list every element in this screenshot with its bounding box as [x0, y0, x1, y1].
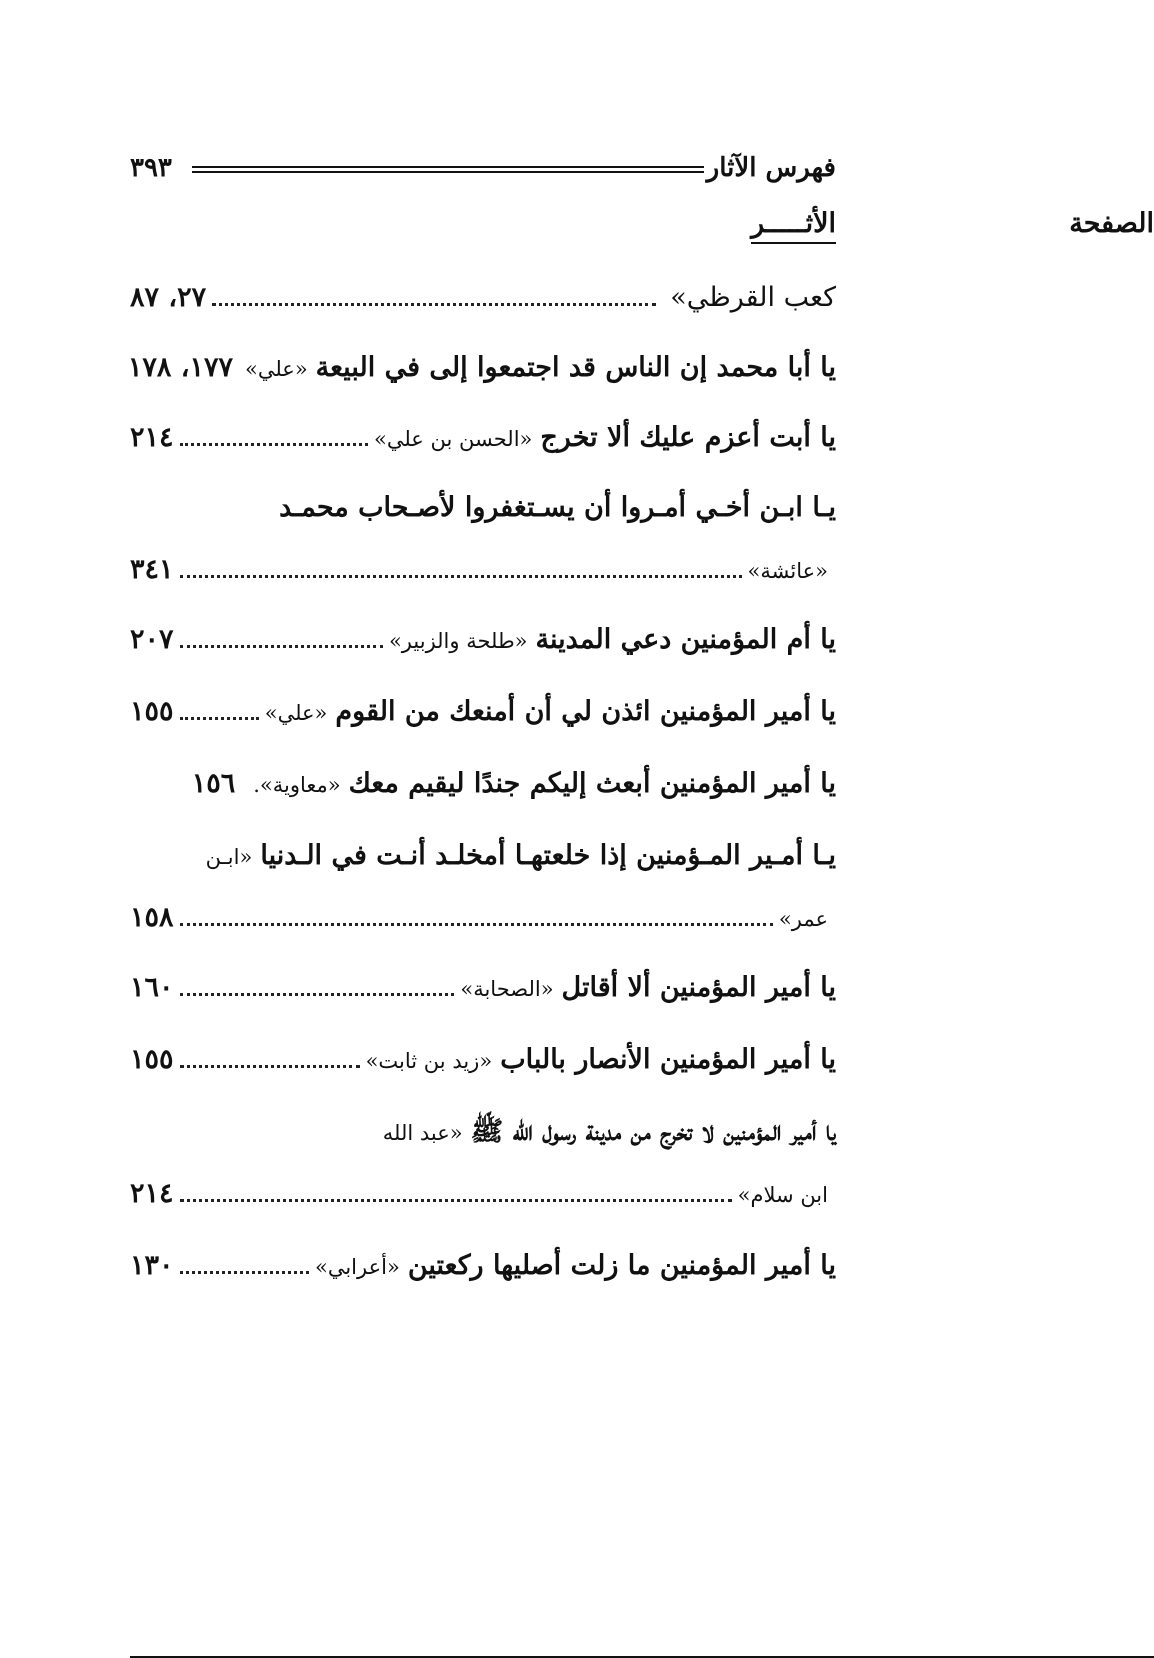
index-entry	[130, 412, 836, 464]
dot-leader	[180, 1271, 309, 1274]
index-entry	[130, 758, 836, 810]
entry-pages: ٢١٤	[130, 1178, 174, 1209]
dot-leader	[180, 443, 368, 446]
index-entry-continuation	[130, 544, 836, 596]
dot-leader	[180, 575, 742, 578]
column-heading-page: الصفحة	[130, 206, 1154, 1656]
entry-pages: ١٧٧، ١٧٨	[127, 352, 233, 383]
index-entry	[127, 342, 836, 394]
index-entry	[130, 686, 836, 738]
entry-saying: يا أمير المؤمنين ائذن لي أن أمنعك من القوم	[335, 696, 836, 727]
index-entry	[130, 614, 836, 666]
column-heading-athar: الأثـــــر	[751, 206, 836, 242]
entry-narrator: «الحسن بن علي»	[374, 427, 533, 451]
index-entry	[130, 1034, 836, 1086]
entry-pages: ١٥٦	[191, 768, 236, 799]
dot-leader	[180, 1199, 732, 1202]
index-entry-continuation	[130, 1168, 836, 1220]
index-entry	[130, 1240, 836, 1292]
dot-leader	[212, 303, 656, 306]
dot-leader	[180, 993, 455, 996]
entry-pages: ١٦٠	[130, 972, 174, 1003]
entry-saying: يا أم المؤمنين دعي المدينة	[535, 624, 836, 655]
entry-saying: يـا ابـن أخـي أمـروا أن يسـتغفروا لأصـحاب محمـد	[279, 492, 836, 523]
entry-saying: يا أمير المؤمنين ألا أقاتل	[561, 972, 836, 1003]
entry-narrator: «عائشة»	[747, 559, 828, 583]
index-entry	[130, 272, 836, 324]
dot-leader	[180, 1065, 360, 1068]
header-rule	[192, 171, 704, 173]
entry-pages: ٢٧، ٨٧	[130, 282, 207, 313]
entry-saying: كعب القرظي»	[670, 282, 836, 313]
index-entry	[130, 482, 836, 534]
index-entry	[130, 1106, 836, 1158]
entry-pages: ١٥٨	[130, 902, 174, 933]
entry-pages: ١٥٥	[130, 1044, 174, 1075]
entry-narrator: «علي»	[244, 357, 308, 381]
entry-narrator: ابن سلام»	[737, 1183, 828, 1207]
entry-narrator: «الصحابة»	[460, 977, 554, 1001]
entry-narrator: «أعرابي»	[314, 1255, 400, 1279]
entry-narrator: «عبد الله	[382, 1121, 463, 1145]
index-entry	[130, 962, 836, 1014]
entry-saying: يا أمير المؤمنين الأنصار بالباب	[500, 1044, 836, 1075]
running-header	[130, 152, 836, 184]
entry-narrator: «معاوية».	[253, 773, 341, 797]
entry-pages: ١٣٠	[130, 1250, 174, 1281]
entry-pages: ٣٤١	[130, 554, 174, 585]
entry-narrator: «زيد بن ثابت»	[365, 1049, 493, 1073]
entry-saying: يا أبا محمد إن الناس قد اجتمعوا إلى في البيعة	[315, 352, 836, 383]
entry-narrator: عمر»	[778, 907, 828, 931]
dot-leader	[180, 717, 259, 720]
index-entry	[130, 830, 836, 882]
entry-saying: يـا أمـير المـؤمنين إذا خلعتهـا أمخلـد أنـت في الـدنيا	[260, 840, 836, 871]
entry-narrator: «ابـن	[205, 845, 253, 869]
entry-pages: ٢١٤	[130, 422, 174, 453]
running-title: فهرس الآثار	[706, 153, 836, 183]
entry-narrator: «طلحة والزبير»	[388, 629, 528, 653]
entry-saying: يا أمير المؤمنين ما زلت أصليها ركعتين	[407, 1250, 836, 1281]
page-number: ٣٩٣	[130, 153, 172, 183]
dot-leader	[180, 923, 773, 926]
dot-leader	[180, 645, 383, 648]
header-rule	[192, 166, 704, 168]
entry-pages: ٢٠٧	[130, 624, 174, 655]
index-entry-continuation	[130, 892, 836, 944]
entry-pages: ١٥٥	[130, 696, 174, 727]
entry-saying: يا أمير المؤمنين أبعث إليكم جندًا ليقيم معك	[348, 768, 836, 799]
entry-narrator: «علي»	[264, 701, 328, 725]
entry-saying: يا أمير المؤمنين لا تخرج من مدينة رسول الله ﷺ	[470, 1116, 836, 1147]
entry-saying: يا أبت أعزم عليك ألا تخرج	[540, 422, 836, 453]
